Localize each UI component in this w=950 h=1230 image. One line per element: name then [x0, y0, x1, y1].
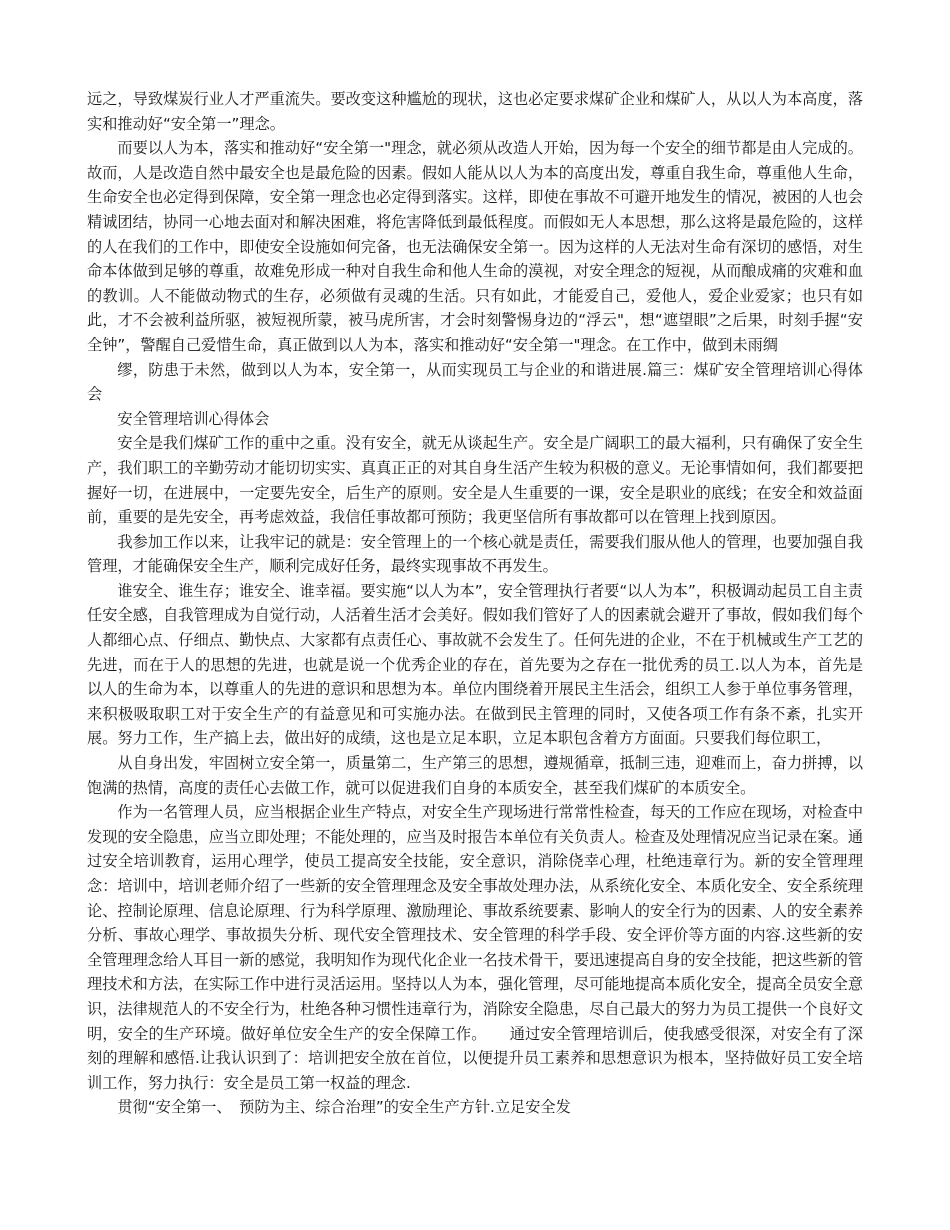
- paragraph: 远之，导致煤炭行业人才严重流失。要改变这种尴尬的现状，这也必定要求煤矿企业和煤矿人，从以人为本高度，落实和推动好“安全第一”理念。: [87, 90, 863, 133]
- paragraph: 我参加工作以来，让我牢记的就是：安全管理上的一个核心就是责任，需要我们服从他人的管理，也要加强自我管理，才能确保安全生产，顺利完成好任务，最终实现事故不再发生。: [87, 532, 863, 576]
- paragraph: 谁安全、谁生存；谁安全、谁幸福。要实施“以人为本”，安全管理执行者要“以人为本”，积极调动起员工自主责任安全感，自我管理成为自觉行动，人活着生活才会美好。假如我们管好了人的因素就会避开了事故，假如我们每个人都细心点、仔细点、勤快点、大家都有点责任心、事故就不会发生了。任何先进的企业，不在于机械或生产工艺的先进，而在于人的思想的先进，也就是说一个优秀企业的存在，首先要为之存在一批优秀的员工.以人为本，首先是以人的生命为本，以尊重人的先进的意识和思想为本。单位内围绕着开展民主生活会，组织工人参于单位事务管理，来积极吸取职工对于安全生产的有益意见和可实施办法。在做到民主管理的同时，又使各项工作有条不紊，扎实开展。努力工作，生产搞上去，做出好的成绩，这也是立足本职，立足本职包含着方方面面。只要我们每位职工，: [87, 581, 863, 748]
- section-heading: 安全管理培训心得体会: [117, 409, 270, 428]
- document-page: [87, 87, 863, 1120]
- paragraph: 作为一名管理人员，应当根据企业生产特点，对安全生产现场进行常常性检查，每天的工作应在现场，对检查中发现的安全隐患，应当立即处理；不能处理的，应当及时报告本单位有关负责人。检查及处理情况应当记录在案。通过安全培训教育，运用心理学，使员工提高安全技能，安全意识，消除侥幸心理，杜绝违章行为。新的安全管理理念：培训中，培训老师介绍了一些新的安全管理理念及安全事故处理办法，从系统化安全、本质化安全、安全系统理论、控制论原理、信息论原理、行为科学原理、激励理论、事故系统要素、影响人的安全行为的因素、人的安全素养分析、事故心理学、事故损失分析、现代安全管理技术、安全管理的科学手段、安全评价等方面的内容.这些新的安全管理理念给人耳目一新的感觉，我明知作为现代化企业一名技术骨干，要迅速提高自身的安全技能，把这些新的管理技术和方法，在实际工作中进行灵活运用。坚持以人为本，强化管理，尽可能地提高本质化安全，提高全员安全意识，法律规范人的不安全行为，杜绝各种习惯性违章行为，消除安全隐患，尽自己最大的努力为员工提供一个良好文明，安全的生产环境。做好单位安全生产的安全保障工作。 通过安全管理培训后，使我感受很深，对安全有了深刻的理解和感悟.让我认识到了：培训把安全放在首位，以便提升员工素养和思想意识为根本，坚持做好员工安全培训工作，努力执行：安全是员工第一权益的理念.: [87, 803, 863, 1092]
- paragraph: 安全是我们煤矿工作的重中之重。没有安全，就无从谈起生产。安全是广阔职工的最大福利，只有确保了安全生产，我们职工的辛勤劳动才能切切实实、真真正正的对其自身生活产生较为积极的意义。无论事情如何，我们都要把握好一切，在进展中，一定要先安全，后生产的原则。安全是人生重要的一课，安全是职业的底线；在安全和效益面前，重要的是先安全，再考虑效益，我信任事故都可预防；我更坚信所有事故都可以在管理上找到原因。: [87, 434, 863, 527]
- paragraph: 而要以人为本，落实和推动好“安全第一"理念，就必须从改造人开始，因为每一个安全的细节都是由人完成的。故而，人是改造自然中最安全也是最危险的因素。假如人能从以人为本的高度出发，尊重自我生命，尊重他人生命，生命安全也必定得到保障，安全第一理念也必定得到落实。这样，即使在事故不可避开地发生的情况，被困的人也会精诚团结，协同一心地去面对和解决困难，将危害降低到最低程度。而假如无人本思想，那么这将是最危险的，这样的人在我们的工作中，即使安全设施如何完备，也无法确保安全第一。因为这样的人无法对生命有深切的感悟，对生命本体做到足够的尊重，故难免形成一种对自我生命和他人生命的漠视，对安全理念的短视，从而酿成痛的灾难和血的教训。人不能做动物式的生存，必须做有灵魂的生活。只有如此，才能爱自己，爱他人，爱企业爱家；也只有如此，才不会被利益所驱，被短视所蒙，被马虎所害，才会时刻警惕身边的“浮云"，想“遮望眼”之后果，时刻手握“安全钟”，警醒自己爱惜生命，真正做到以人为本，落实和推动好“安全第一"理念。在工作中，做到未雨绸: [87, 139, 863, 354]
- paragraph: 从自身出发，牢固树立安全第一，质量第二，生产第三的思想，遵规循章，抵制三违，迎难而上，奋力拼搏，以饱满的热情，高度的责任心去做工作，就可以促进我们自身的本质安全，甚至我们煤矿的本质安全。: [87, 754, 863, 797]
- paragraph: 缪，防患于未然，做到以人为本，安全第一，从而实现员工与企业的和谐进展.篇三：煤矿安全管理培训心得体会: [87, 360, 863, 404]
- paragraph: 贯彻“安全第一、 预防为主、综合治理”的安全生产方针.立足安全发: [117, 1098, 571, 1117]
